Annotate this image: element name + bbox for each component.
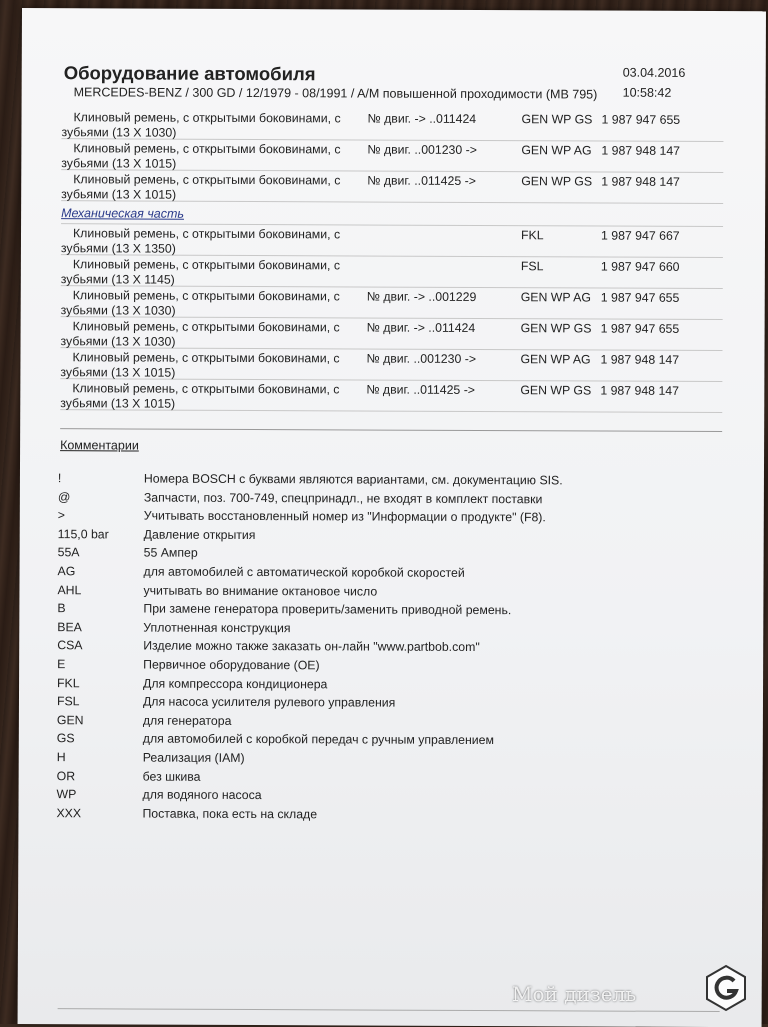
divider — [60, 428, 722, 432]
engine-number: № двиг. -> ..011424 — [366, 320, 476, 335]
application-code: FKL — [520, 228, 544, 243]
document-sheet — [18, 8, 766, 1027]
bottom-divider — [58, 1008, 720, 1012]
description-line-2: зубьями (13 X 1030) — [60, 333, 176, 349]
g-logo-icon — [700, 962, 752, 1014]
legend-key: CSA — [57, 638, 83, 653]
engine-number: № двиг. -> ..001229 — [366, 289, 477, 304]
comments-legend — [56, 471, 698, 827]
description-line-1: Клиновый ремень, с открытыми боковинами, с — [72, 226, 341, 242]
engine-number: № двиг. ..001230 -> — [367, 142, 477, 157]
legend-key: XXX — [56, 805, 82, 820]
legend-value: Номера BOSCH с буквами являются вариантами, см. документацию SIS. — [143, 471, 563, 488]
table-row — [60, 348, 722, 382]
part-number: 1 987 947 655 — [600, 321, 680, 336]
application-code: GEN WP GS — [521, 174, 593, 189]
part-description — [61, 141, 361, 171]
part-number: 1 987 947 655 — [600, 290, 680, 305]
legend-key: FKL — [57, 675, 80, 690]
part-number: 1 987 948 147 — [600, 383, 680, 398]
legend-key: > — [57, 508, 66, 523]
application-code: FSL — [520, 259, 544, 274]
table-row — [61, 255, 723, 289]
application-code: GEN WP GS — [520, 321, 592, 336]
legend-value: для генератора — [142, 713, 232, 728]
print-time: 10:58:42 — [622, 85, 672, 100]
description-line-1: Клиновый ремень, с открытыми боковинами, с — [72, 381, 340, 397]
description-line-1: Клиновый ремень, с открытыми боковинами, с — [72, 288, 340, 304]
description-line-2: зубьями (13 X 1030) — [61, 124, 177, 140]
description-line-1: Клиновый ремень, с открытыми боковинами, с — [72, 319, 340, 335]
legend-key: B — [57, 601, 66, 616]
application-code: GEN WP AG — [520, 290, 591, 305]
table-row — [61, 286, 723, 320]
legend-key: E — [57, 657, 66, 672]
description-line-1: Клиновый ремень, с открытыми боковинами, с — [72, 257, 341, 273]
legend-key: 55A — [57, 545, 80, 560]
table-row — [61, 224, 723, 258]
engine-number: № двиг. ..011425 -> — [366, 382, 476, 397]
legend-key: OR — [56, 768, 76, 783]
description-line-2: зубьями (13 X 1015) — [61, 155, 177, 171]
legend-key: FSL — [56, 694, 80, 709]
part-number: 1 987 948 147 — [601, 143, 681, 158]
watermark-text: Мой дизель — [512, 982, 637, 1006]
print-date: 03.04.2016 — [622, 65, 686, 80]
legend-value: Для насоса усилителя рулевого управления — [142, 694, 396, 710]
legend-key: H — [56, 750, 66, 765]
section-header: Механическая часть — [61, 201, 723, 227]
part-number: 1 987 947 655 — [601, 112, 681, 127]
legend-value: Для компрессора кондиционера — [143, 676, 328, 691]
part-description — [60, 350, 360, 380]
part-description — [61, 319, 361, 349]
table-row — [61, 108, 723, 142]
legend-value: Учитывать восстановленный номер из "Информации о продукте" (F8). — [143, 508, 546, 525]
table-row — [60, 379, 722, 413]
part-description — [61, 110, 361, 140]
table-row — [61, 317, 723, 351]
legend-key: BEA — [57, 619, 82, 635]
legend-value: Реализация (IAM) — [142, 750, 245, 765]
part-description — [61, 226, 361, 256]
legend-value: Первичное оборудование (OE) — [143, 657, 320, 673]
table-row — [61, 139, 723, 173]
table-row — [61, 170, 723, 204]
legend-key: GEN — [56, 712, 84, 727]
description-line-1: Клиновый ремень, с открытыми боковинами, с — [72, 350, 340, 366]
legend-value: При замене генератора проверить/заменить приводной ремень. — [143, 601, 512, 618]
application-code: GEN WP GS — [521, 112, 593, 127]
legend-key: 115,0 bar — [57, 526, 109, 542]
legend-value: Поставка, пока есть на складе — [142, 806, 318, 821]
legend-key: ! — [57, 471, 62, 486]
legend-value: Давление открытия — [143, 527, 256, 542]
legend-value: Изделие можно также заказать он-лайн "www.partbob.com" — [143, 638, 480, 655]
legend-value: 55 Ампер — [143, 545, 198, 561]
description-line-2: зубьями (13 X 1030) — [60, 302, 176, 318]
legend-value: Уплотненная конструкция — [143, 620, 291, 635]
legend-value: Запчасти, поз. 700-749, спецпринадл., не входят в комплект поставки — [143, 490, 543, 506]
part-description — [61, 257, 361, 287]
legend-key: GS — [56, 731, 75, 746]
legend-value: для автомобилей с коробкой передач с ручным управлением — [142, 731, 494, 748]
legend-value: для водяного насоса — [142, 787, 262, 803]
description-line-1: Клиновый ремень, с открытыми боковинами, с — [73, 172, 341, 188]
description-line-1: Клиновый ремень, с открытыми боковинами, с — [73, 141, 341, 157]
vehicle-subtitle: MERCEDES-BENZ / 300 GD / 12/1979 - 08/1991 / A/M повышенной проходимости (MB 795) — [73, 85, 598, 102]
legend-key: AG — [57, 564, 76, 579]
engine-number: № двиг. -> ..011424 — [367, 111, 477, 126]
part-number: 1 987 948 147 — [601, 174, 680, 189]
part-description — [61, 172, 361, 202]
description-line-2: зубьями (13 X 1015) — [60, 364, 176, 380]
description-line-2: зубьями (13 X 1350) — [60, 240, 176, 256]
application-code: GEN WP AG — [520, 352, 591, 367]
description-line-2: зубьями (13 X 1145) — [60, 271, 175, 287]
parts-table — [60, 108, 723, 413]
comments-title: Комментарии — [60, 438, 139, 453]
part-number: 1 987 947 667 — [600, 228, 680, 243]
engine-number: № двиг. ..011425 -> — [367, 173, 476, 188]
description-line-2: зубьями (13 X 1015) — [61, 186, 177, 202]
part-number: 1 987 948 147 — [600, 352, 680, 367]
part-number: 1 987 947 660 — [600, 259, 680, 274]
description-line-2: зубьями (13 X 1015) — [60, 395, 176, 411]
legend-key: WP — [56, 787, 77, 802]
legend-value: без шкива — [142, 769, 201, 784]
application-code: GEN WP AG — [521, 143, 592, 158]
description-line-1: Клиновый ремень, с открытыми боковинами, с — [73, 110, 341, 126]
legend-key: AHL — [57, 582, 82, 597]
part-description — [61, 288, 361, 318]
legend-item — [56, 806, 696, 827]
application-code: GEN WP GS — [520, 383, 592, 398]
page-title: Оборудование автомобиля — [63, 62, 316, 85]
legend-value: для автомобилей с автоматической коробкой скоростей — [143, 564, 465, 580]
part-description — [60, 381, 360, 411]
engine-number: № двиг. ..001230 -> — [366, 351, 477, 366]
legend-key: @ — [57, 489, 71, 504]
legend-value: учитывать во внимание октановое число — [143, 583, 378, 599]
